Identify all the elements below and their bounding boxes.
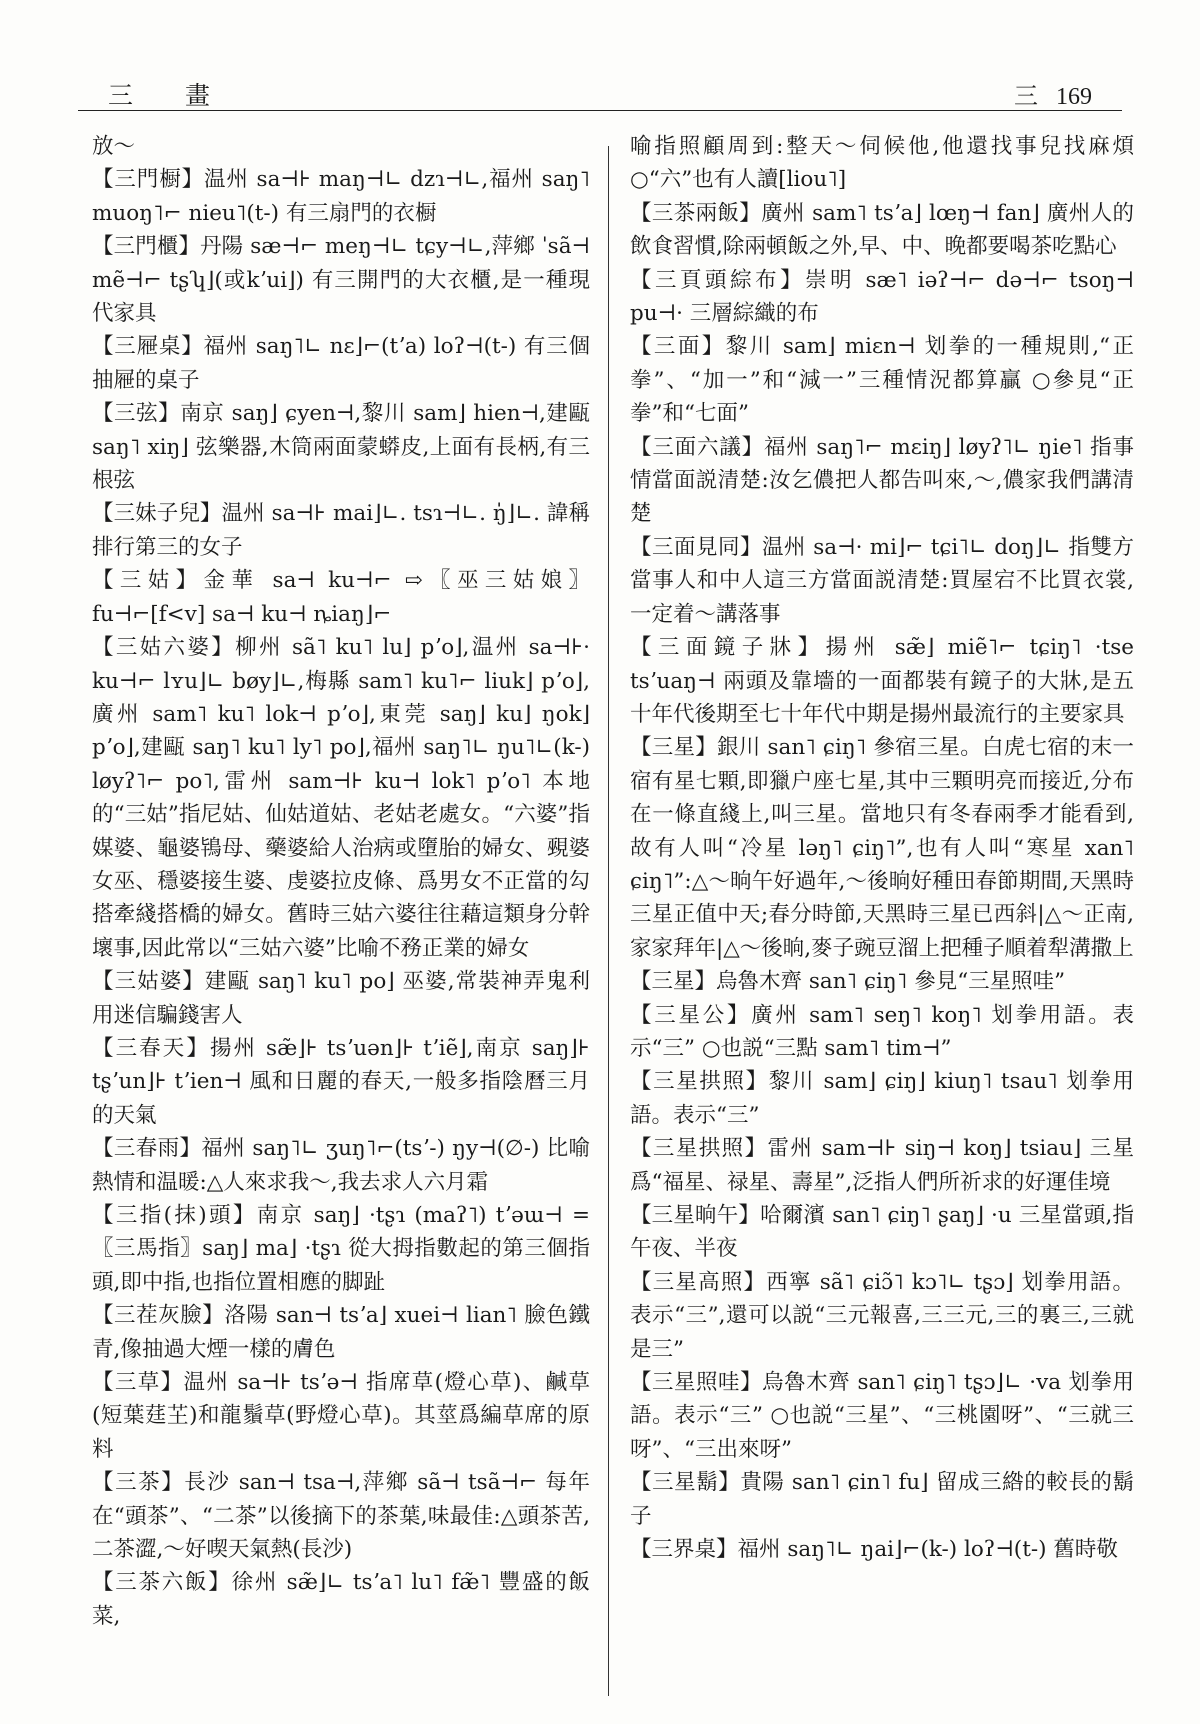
dictionary-entry (92, 230, 590, 330)
dictionary-entry (92, 564, 590, 631)
entry-headword: 【三面六議】 (630, 434, 765, 460)
entry-text: 南京 saŋ⌋ ·tʂɿ (maʔ˥) tʼəɯ⊣ =〖三馬指〗saŋ⌋ ma⌋ ·tʂɿ 從大拇指數起的第三個指頭,即中指,也指位置相應的脚趾 (92, 1203, 590, 1295)
dictionary-entry (92, 965, 590, 1032)
entry-text: 揚州 sæ̃⌋ miẽ˥⌐ tɕiŋ˥ ·tse tsʼuaŋ⊣ 兩頭及靠墻的一面都裝有鏡子的大牀,是五十年代後期至七十年代中期是揚州最流行的主要家具 (630, 635, 1134, 727)
entry-text: 黎川 sam⌋ miɛn⊣ 划拳的一種規則,“正拳”、“加一”和“減一”三種情況都算贏 ○參見“正拳”和“七面” (630, 334, 1134, 427)
entry-headword: 【三茬灰臉】 (92, 1303, 225, 1329)
entry-headword: 【三指(抹)頭】 (92, 1203, 257, 1228)
dictionary-entry (92, 330, 590, 397)
dictionary-entry (92, 1132, 590, 1199)
entry-text: 柳州 sã˥ ku˥ lu⌋ pʼo⌋,温州 sa⊣⊦· ku⊣⌐ lʏu⌋∟ bøy⌋∟,梅縣 sam˥ ku˥⌐ liuk⌋ pʼo⌋,廣州 sam˥ ku˥ lok⊣ pʼo⌋,東莞 saŋ⌋ ku⌋ ŋok⌋ pʼo⌋,建甌 saŋ˥ ku˥ ly˥ po⌋,福州 saŋ˥∟ ŋu˥∟(k-) løyʔ˥⌐ po˥,雷州 sam⊣⊦ ku⊣ lok˥ pʼo˥ 本地的“三姑”指尼姑、仙姑道姑、老姑老處女。“六婆”指媒婆、龜婆鴇母、藥婆給人治病或墮胎的婦女、覡婆女巫、穩婆接生婆、虔婆拉皮條、爲男女不正當的勾搭牽綫搭橋的婦女。舊時三姑六婆往往藉這類身分幹壞事,因此常以“三姑六婆”比喻不務正業的婦女 (92, 635, 590, 961)
entry-text: 黎川 sam⌋ ɕiŋ⌋ kiuŋ˥ tsau˥ 划拳用語。表示“三” (630, 1069, 1134, 1128)
entry-headword: 【三星】 (630, 735, 717, 761)
dictionary-entry (630, 431, 1134, 531)
entry-text: 貴陽 san˥ ɕin˥ fu⌋ 留成三綹的較長的鬍子 (630, 1470, 1134, 1529)
dictionary-entry (630, 197, 1134, 264)
dictionary-entry (630, 1366, 1134, 1466)
dictionary-entry (92, 1299, 590, 1366)
entry-text: 雷州 sam⊣⊦ siŋ⊣ koŋ⌋ tsiau⌋ 三星爲“福星、禄星、壽星”,泛指人們所祈求的好運佳境 (630, 1136, 1134, 1195)
entry-text: 放～ (92, 134, 136, 159)
header-rule (78, 110, 1122, 111)
entry-headword: 【三茶六飯】 (92, 1570, 232, 1596)
entry-headword: 【三星公】 (630, 1002, 752, 1028)
entry-text: 烏魯木齊 san˥ ɕiŋ˥ tʂɔ⌋∟ ·va 划拳用語。表示“三” ○也説“三星”、“三桃園呀”、“三就三呀”、“三出來呀” (630, 1370, 1134, 1462)
header-char: 三 (1014, 82, 1038, 110)
entry-headword: 【三星高照】 (630, 1269, 767, 1295)
dictionary-entry (92, 497, 590, 564)
entry-headword: 【三茶兩飯】 (630, 200, 762, 226)
entry-headword: 【三星】 (630, 969, 717, 995)
entry-headword: 【三春雨】 (92, 1136, 202, 1162)
entry-text: 廣州 sam˥ tsʼa⌋ lœŋ⊣ fan⌋ 廣州人的飲食習慣,除兩頓飯之外,早、中、晚都要喝茶吃點心 (630, 200, 1134, 260)
entry-text: 温州 sa⊣⊦ tsʼə⊣ 指席草(燈心草)、鹹草(短葉莛芏)和龍鬚草(野燈心草)。其莖爲編草席的原料 (92, 1370, 590, 1462)
entry-text: 福州 saŋ˥⌐ mɛiŋ⌋ løyʔ˥∟ ŋie˥ 指事情當面説清楚:汝乞儂把人都告叫來,～,儂家我們講清楚 (630, 434, 1134, 527)
entry-text: 崇明 sæ˥ iəʔ⊣⌐ də⊣⌐ tsoŋ⊣ pu⊣· 三層綜織的布 (630, 267, 1134, 327)
dictionary-entry (92, 631, 590, 965)
entry-text: 徐州 sæ̃⌋∟ tsʼa˥ lu˥ fæ̃˥ 豐盛的飯菜, (92, 1570, 590, 1629)
entry-text: 丹陽 sæ⊣⌐ meŋ⊣∟ tɕy⊣∟,萍鄉 ˈsã⊣ mẽ⊣⌐ tʂʮ⌋(或kʼui⌋) 有三開門的大衣櫃,是一種現代家具 (92, 234, 590, 327)
dictionary-entry (630, 130, 1134, 197)
entry-headword: 【三弦】 (92, 401, 181, 427)
section-title: 三 畫 (108, 81, 232, 110)
column-divider (608, 146, 609, 1696)
dictionary-entry (630, 531, 1134, 631)
right-column (630, 130, 1134, 1566)
dictionary-entry (630, 330, 1134, 430)
entry-headword: 【三姑六婆】 (92, 635, 236, 661)
entry-headword: 【三春天】 (92, 1035, 210, 1061)
entry-text: 温州 sa⊣· mi⌋⌐ tɕi˥∟ doŋ⌋∟ 指雙方當事人和中人這三方當面説清楚:買屋宕不比買衣裳,一定着～講落事 (630, 534, 1134, 627)
entry-headword: 【三妹子兒】 (92, 501, 222, 527)
entry-headword: 【三姑】 (92, 568, 204, 594)
entry-text: 西寧 sã˥ ɕiɔ̃˥ kɔ˥∟ tʂɔ⌋ 划拳用語。表示“三”,還可以説“三元報喜,三三元,三的裏三,三就是三” (630, 1269, 1134, 1362)
entry-headword: 【三星鬍】 (630, 1470, 741, 1496)
dictionary-entry (92, 130, 590, 163)
entry-headword: 【三面】 (630, 334, 726, 360)
entry-headword: 【三草】 (92, 1370, 184, 1396)
entry-text: 福州 saŋ˥∟ ʒuŋ˥⌐(tsʼ-) ŋy⊣(∅-) 比喻熱情和温暖:△人來求我～,我去求人六月霜 (92, 1136, 590, 1195)
dictionary-entry (630, 264, 1134, 331)
entry-headword: 【三星拱照】 (630, 1136, 768, 1162)
left-column (92, 130, 590, 1633)
entry-headword: 【三茶】 (92, 1470, 185, 1496)
entry-text: 福州 saŋ˥∟ ŋai⌋⌐(k-) loʔ⊣(t-) 舊時敬 (737, 1537, 1118, 1563)
running-header (78, 70, 1122, 110)
dictionary-entry (630, 1065, 1134, 1132)
entry-headword: 【三面鏡子牀】 (630, 635, 826, 661)
dictionary-entry (630, 999, 1134, 1066)
entry-text: 喻指照顧周到:整天～伺候他,他還找事兒找麻煩 ○“六”也有人讀[liou˥] (630, 134, 1134, 193)
entry-text: 洛陽 san⊣ tsʼa⌋ xuei⊣ lian˥ 臉色鐵青,像抽過大煙一樣的膚色 (92, 1303, 590, 1362)
entry-headword: 【三頁頭綜布】 (630, 267, 806, 293)
dictionary-entry (630, 1199, 1134, 1266)
entry-headword: 【三星拱照】 (630, 1069, 769, 1095)
dictionary-entry (630, 1132, 1134, 1199)
dictionary-entry (92, 397, 590, 497)
dictionary-entry (630, 1466, 1134, 1533)
dictionary-entry (630, 1533, 1134, 1566)
entry-headword: 【三屜桌】 (92, 334, 204, 360)
entry-headword: 【三姑婆】 (92, 969, 205, 995)
entry-text: 温州 sa⊣⊦ maŋ⊣∟ dzɿ⊣∟,福州 saŋ˥ muoŋ˥⌐ nieu˥(t-) 有三扇門的衣橱 (92, 167, 590, 226)
entry-text: 温州 sa⊣⊦ mai⌋∟. tsɿ⊣∟. ŋ̍⌋∟. 諱稱排行第三的女子 (92, 501, 590, 560)
dictionary-entry (92, 1199, 590, 1299)
entry-headword: 【三門櫃】 (92, 234, 201, 260)
entry-headword: 【三星照哇】 (630, 1370, 763, 1396)
dictionary-entry (630, 965, 1134, 998)
entry-text: 金華 sa⊣ ku⊣⌐ ⇨〖巫三姑娘〗fu⊣⌐[f<v] sa⊣ ku⊣ ȵiaŋ⌋⌐ (92, 568, 590, 627)
entry-text: 廣州 sam˥ seŋ˥ koŋ˥ 划拳用語。表示“三” ○也説“三點 sam˥ tim⊣” (630, 1002, 1134, 1061)
page-info (1014, 76, 1092, 111)
entry-text: 揚州 sæ̃⌋⊦ tsʼuən⌋⊦ tʼiẽ⌋,南京 saŋ⌋⊦ tʂʼun⌋⊦ tʼien⊣ 風和日麗的春天,一般多指陰曆三月的天氣 (92, 1035, 590, 1128)
dictionary-entry (92, 1032, 590, 1132)
entry-headword: 【三界桌】 (630, 1537, 738, 1563)
entry-text: 長沙 san⊣ tsa⊣,萍鄉 sã⊣ tsã⊣⌐ 每年在“頭茶”、“二茶”以後摘下的茶葉,味最佳:△頭茶苦,二茶澀,～好喫天氣熱(長沙) (92, 1470, 590, 1563)
entry-text: 烏魯木齊 san˥ ɕiŋ˥ 參見“三星照哇” (716, 969, 1066, 995)
page-number: 169 (1056, 84, 1092, 110)
dictionary-entry (92, 1466, 590, 1566)
entry-text: 銀川 san˥ ɕiŋ˥ 參宿三星。白虎七宿的末一宿有星七顆,即獵户座七星,其中三顆明亮而接近,分布在一條直綫上,叫三星。當地只有冬春兩季才能看到,故有人叫“冷星 ləŋ˥ ɕiŋ˥”,也有人叫“寒星 xan˥ ɕiŋ˥”:△～晌午好過年,～後晌好種田春節期間,天黑時三星正值中天;春分時節,天黑時三星已西斜|△～正南,家家拜年|△～後晌,麥子豌豆溜上把種子順着犁溝撒上 (630, 735, 1134, 961)
dictionary-entry (92, 1366, 590, 1466)
entry-headword: 【三星晌午】 (630, 1203, 761, 1228)
entry-headword: 【三面見同】 (630, 534, 762, 560)
dictionary-entry (630, 631, 1134, 731)
dictionary-entry (92, 1566, 590, 1633)
entry-text: 福州 saŋ˥∟ nɛ⌋⌐(tʼa) loʔ⊣(t-) 有三個抽屜的桌子 (92, 334, 590, 393)
entry-text: 建甌 saŋ˥ ku˥ po⌋ 巫婆,常裝神弄鬼利用迷信騙錢害人 (92, 969, 590, 1028)
dictionary-entry (630, 1266, 1134, 1366)
entry-text: 哈爾濱 san˥ ɕiŋ˥ ʂaŋ⌋ ·u 三星當頭,指午夜、半夜 (630, 1203, 1134, 1262)
dictionary-entry (92, 163, 590, 230)
entry-headword: 【三門橱】 (92, 167, 204, 193)
dictionary-entry (630, 731, 1134, 965)
entry-text: 南京 saŋ⌋ ɕyen⊣,黎川 sam⌋ hien⊣,建甌 saŋ˥ xiŋ⌋ 弦樂器,木筒兩面蒙蟒皮,上面有長柄,有三根弦 (92, 401, 590, 494)
